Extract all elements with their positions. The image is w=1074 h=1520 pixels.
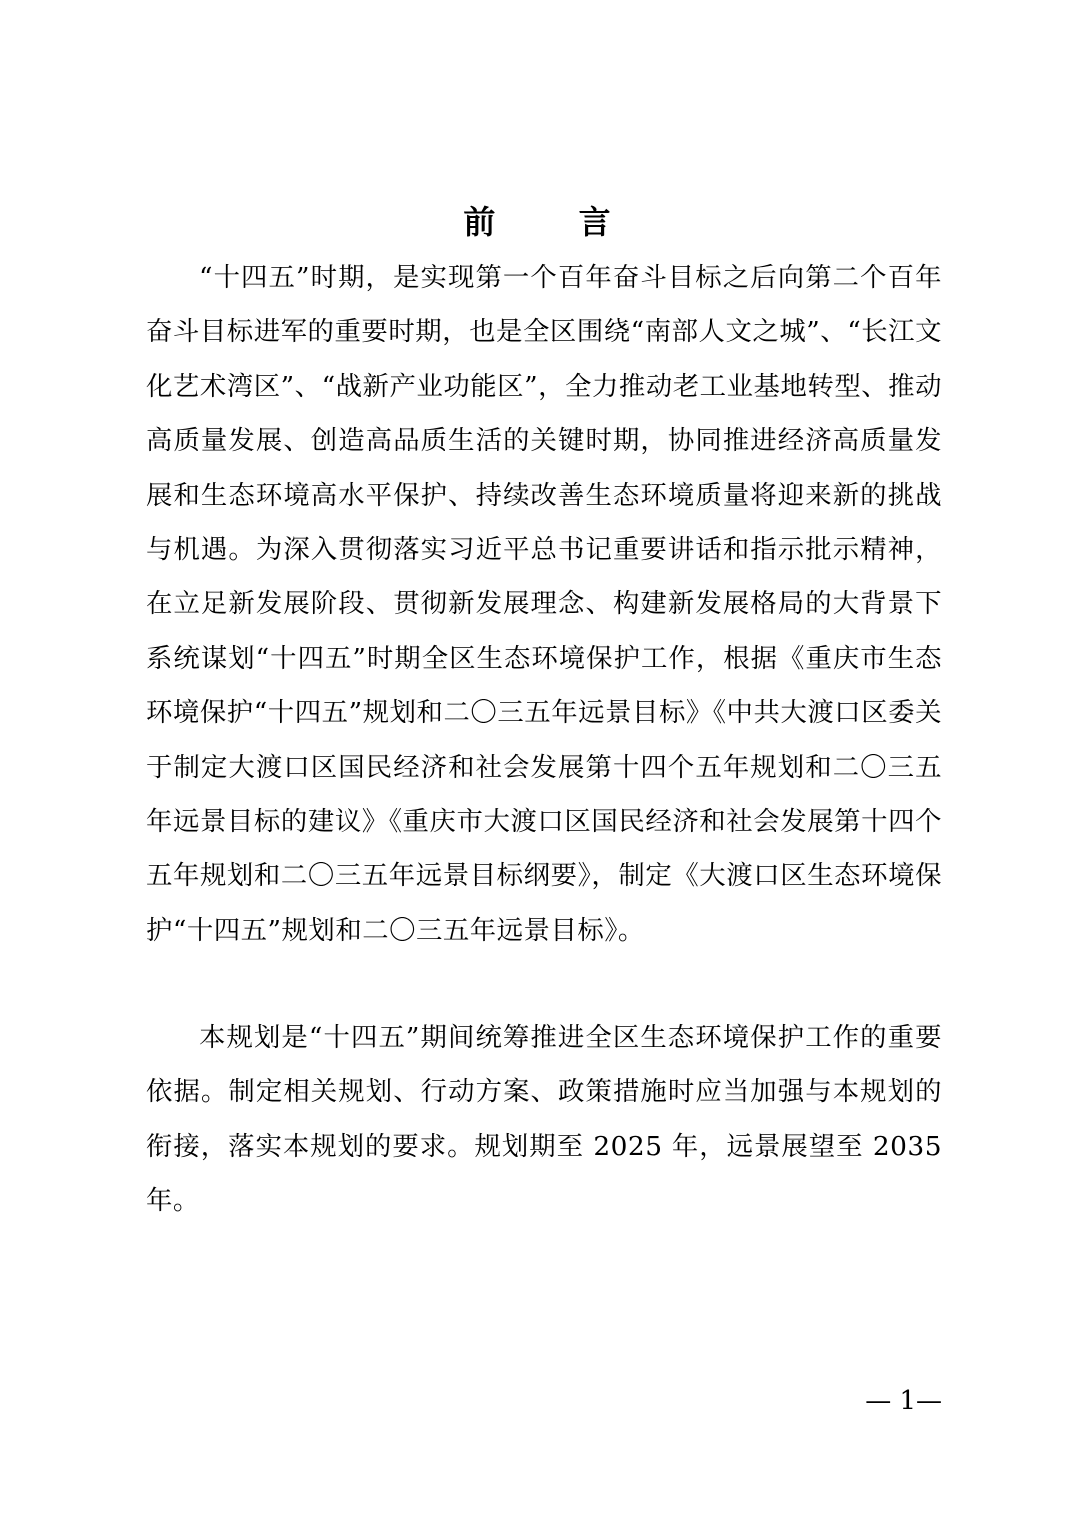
paragraph-2: 本规划是“十四五”期间统筹推进全区生态环境保护工作的重要依据。制定相关规划、行动方案、政策措施时应当加强与本规划的衔接，落实本规划的要求。规划期至 2025 年，远景展望至 2035 年。 xyxy=(146,1022,942,1217)
paragraph-1: “十四五”时期，是实现第一个百年奋斗目标之后向第二个百年奋斗目标进军的重要时期，也是全区围绕“南部人文之城”、“长江文化艺术湾区”、“战新产业功能区”，全力推动老工业基地转型、推动高质量发展、创造高品质生活的关键时期，协同推进经济高质量发展和生态环境高水平保护、持续改善生态环境质量将迎来新的挑战与机遇。为深入贯彻落实习近平总书记重要讲话和指示批示精神，在立足新发展阶段、贯彻新发展理念、构建新发展格局的大背景下系统谋划“十四五”时期全区生态环境保护工作，根据《重庆市生态环境保护“十四五”规划和二〇三五年远景目标》《中共大渡口区委关于制定大渡口区国民经济和社会发展第十四个五年规划和二〇三五年远景目标的建议》《重庆市大渡口区国民经济和社会发展第十四个五年规划和二〇三五年远景目标纲要》，制定《大渡口区生态环境保护“十四五”规划和二〇三五年远景目标》。 xyxy=(146,262,942,946)
page-number: — 1— xyxy=(865,1386,942,1416)
page-title: 前 言 xyxy=(463,203,647,241)
